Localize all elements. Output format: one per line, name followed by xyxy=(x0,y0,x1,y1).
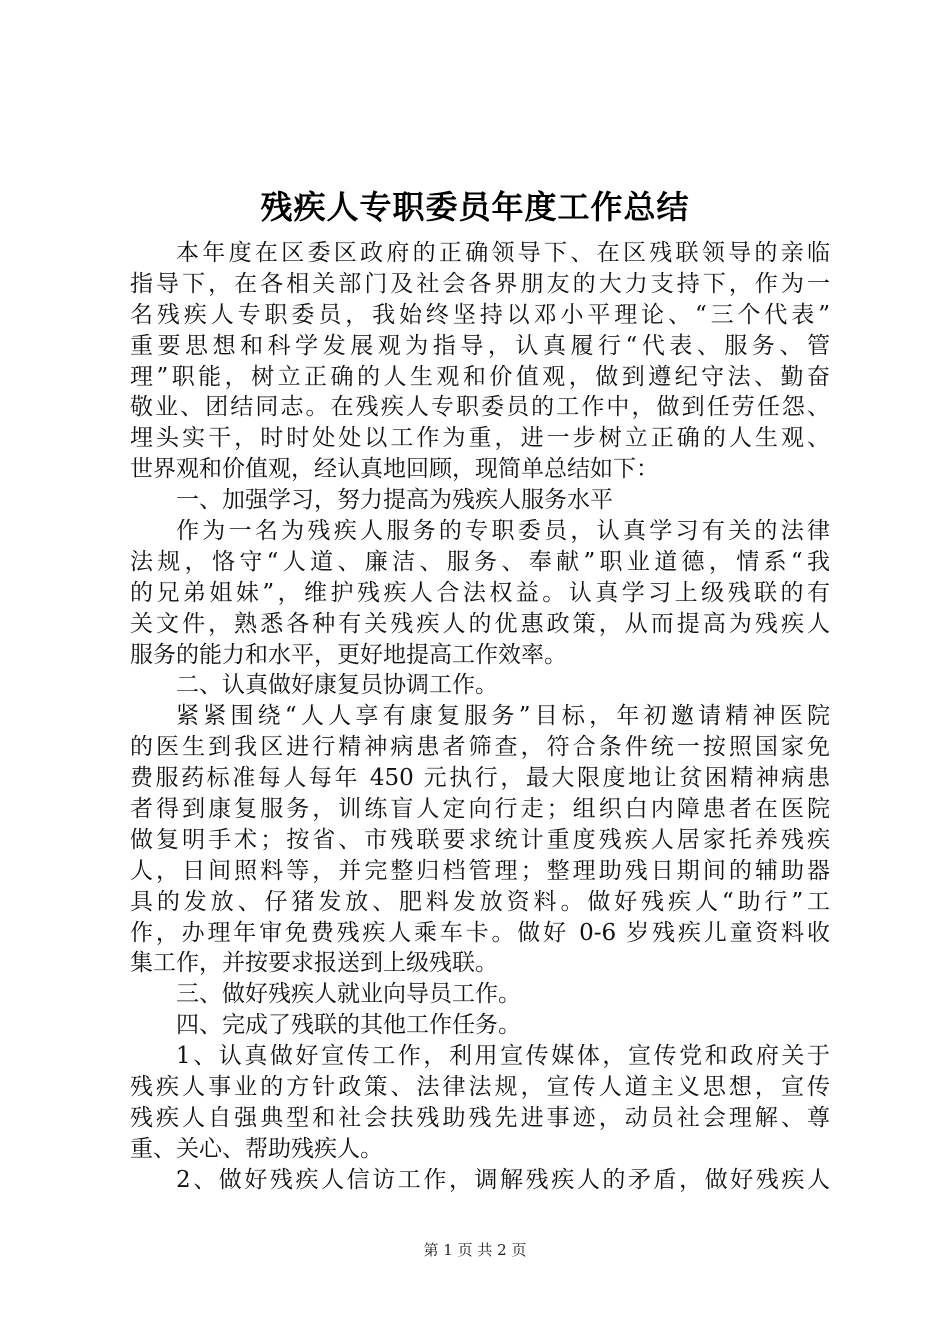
text-line: 世界观和价值观，经认真地回顾，现简单总结如下： xyxy=(130,456,659,483)
text-line: 2、做好残疾人信访工作，调解残疾人的矛盾，做好残疾人 xyxy=(176,1166,830,1193)
text-line: 指导下，在各相关部门及社会各界朋友的大力支持下，作为一 xyxy=(130,270,830,297)
text-line: 关文件，熟悉各种有关残疾人的优惠政策，从而提高为残疾人 xyxy=(130,610,830,637)
text-line: 做复明手术；按省、市残联要求统计重度残疾人居家托养残疾 xyxy=(130,826,830,853)
text-line: 名残疾人专职委员，我始终坚持以邓小平理论、“三个代表” xyxy=(130,301,830,328)
text-line: 的医生到我区进行精神病患者筛查，符合条件统一按照国家免 xyxy=(130,734,830,761)
text-line: 费服药标准每人每年 450 元执行，最大限度地让贫困精神病患 xyxy=(130,765,830,792)
text-line: 集工作，并按要求报送到上级残联。 xyxy=(130,950,498,977)
text-line: 作为一名为残疾人服务的专职委员，认真学习有关的法律 xyxy=(176,518,830,545)
text-line: 理”职能，树立正确的人生观和价值观，做到遵纪守法、勤奋 xyxy=(130,363,830,390)
text-line: 残疾人事业的方针政策、法律法规，宣传人道主义思想，宣传 xyxy=(130,1074,830,1101)
text-line: 残疾人自强典型和社会扶残助残先进事迹，动员社会理解、尊 xyxy=(130,1104,830,1131)
text-line: 二、认真做好康复员协调工作。 xyxy=(176,672,498,699)
text-line: 敬业、团结同志。在残疾人专职委员的工作中，做到任劳任怨、 xyxy=(130,394,830,421)
text-line: 者得到康复服务，训练盲人定向行走；组织白内障患者在医院 xyxy=(130,796,830,823)
text-line: 具的发放、仔猪发放、肥料发放资料。做好残疾人“助行”工 xyxy=(130,888,830,915)
text-line: 本年度在区委区政府的正确领导下、在区残联领导的亲临 xyxy=(176,240,830,266)
document-title: 残疾人专职委员年度工作总结 xyxy=(260,188,690,226)
text-line: 一、加强学习，努力提高为残疾人服务水平 xyxy=(176,487,613,514)
text-line: 埋头实干，时时处处以工作为重，进一步树立正确的人生观、 xyxy=(130,425,830,452)
text-line: 四、完成了残联的其他工作任务。 xyxy=(176,1012,521,1039)
text-line: 法规，恪守“人道、廉洁、服务、奉献”职业道德，情系“我 xyxy=(130,548,830,575)
text-line: 紧紧围绕“人人享有康复服务”目标，年初邀请精神医院 xyxy=(176,703,830,730)
text-line: 重、关心、帮助残疾人。 xyxy=(130,1135,383,1162)
text-line: 服务的能力和水平，更好地提高工作效率。 xyxy=(130,641,567,668)
document-body xyxy=(130,238,830,1196)
text-line: 人，日间照料等，并完整归档管理；整理助残日期间的辅助器 xyxy=(130,857,830,884)
text-line: 的兄弟姐妹”，维护残疾人合法权益。认真学习上级残联的有 xyxy=(130,579,830,606)
text-line: 重要思想和科学发展观为指导，认真履行“代表、服务、管 xyxy=(130,332,830,359)
page-footer: 第 1 页 共 2 页 xyxy=(423,1241,527,1259)
text-line: 1、认真做好宣传工作，利用宣传媒体，宣传党和政府关于 xyxy=(176,1043,830,1070)
text-line: 三、做好残疾人就业向导员工作。 xyxy=(176,981,521,1008)
text-line: 作，办理年审免费残疾人乘车卡。做好 0-6 岁残疾儿童资料收 xyxy=(130,919,830,946)
